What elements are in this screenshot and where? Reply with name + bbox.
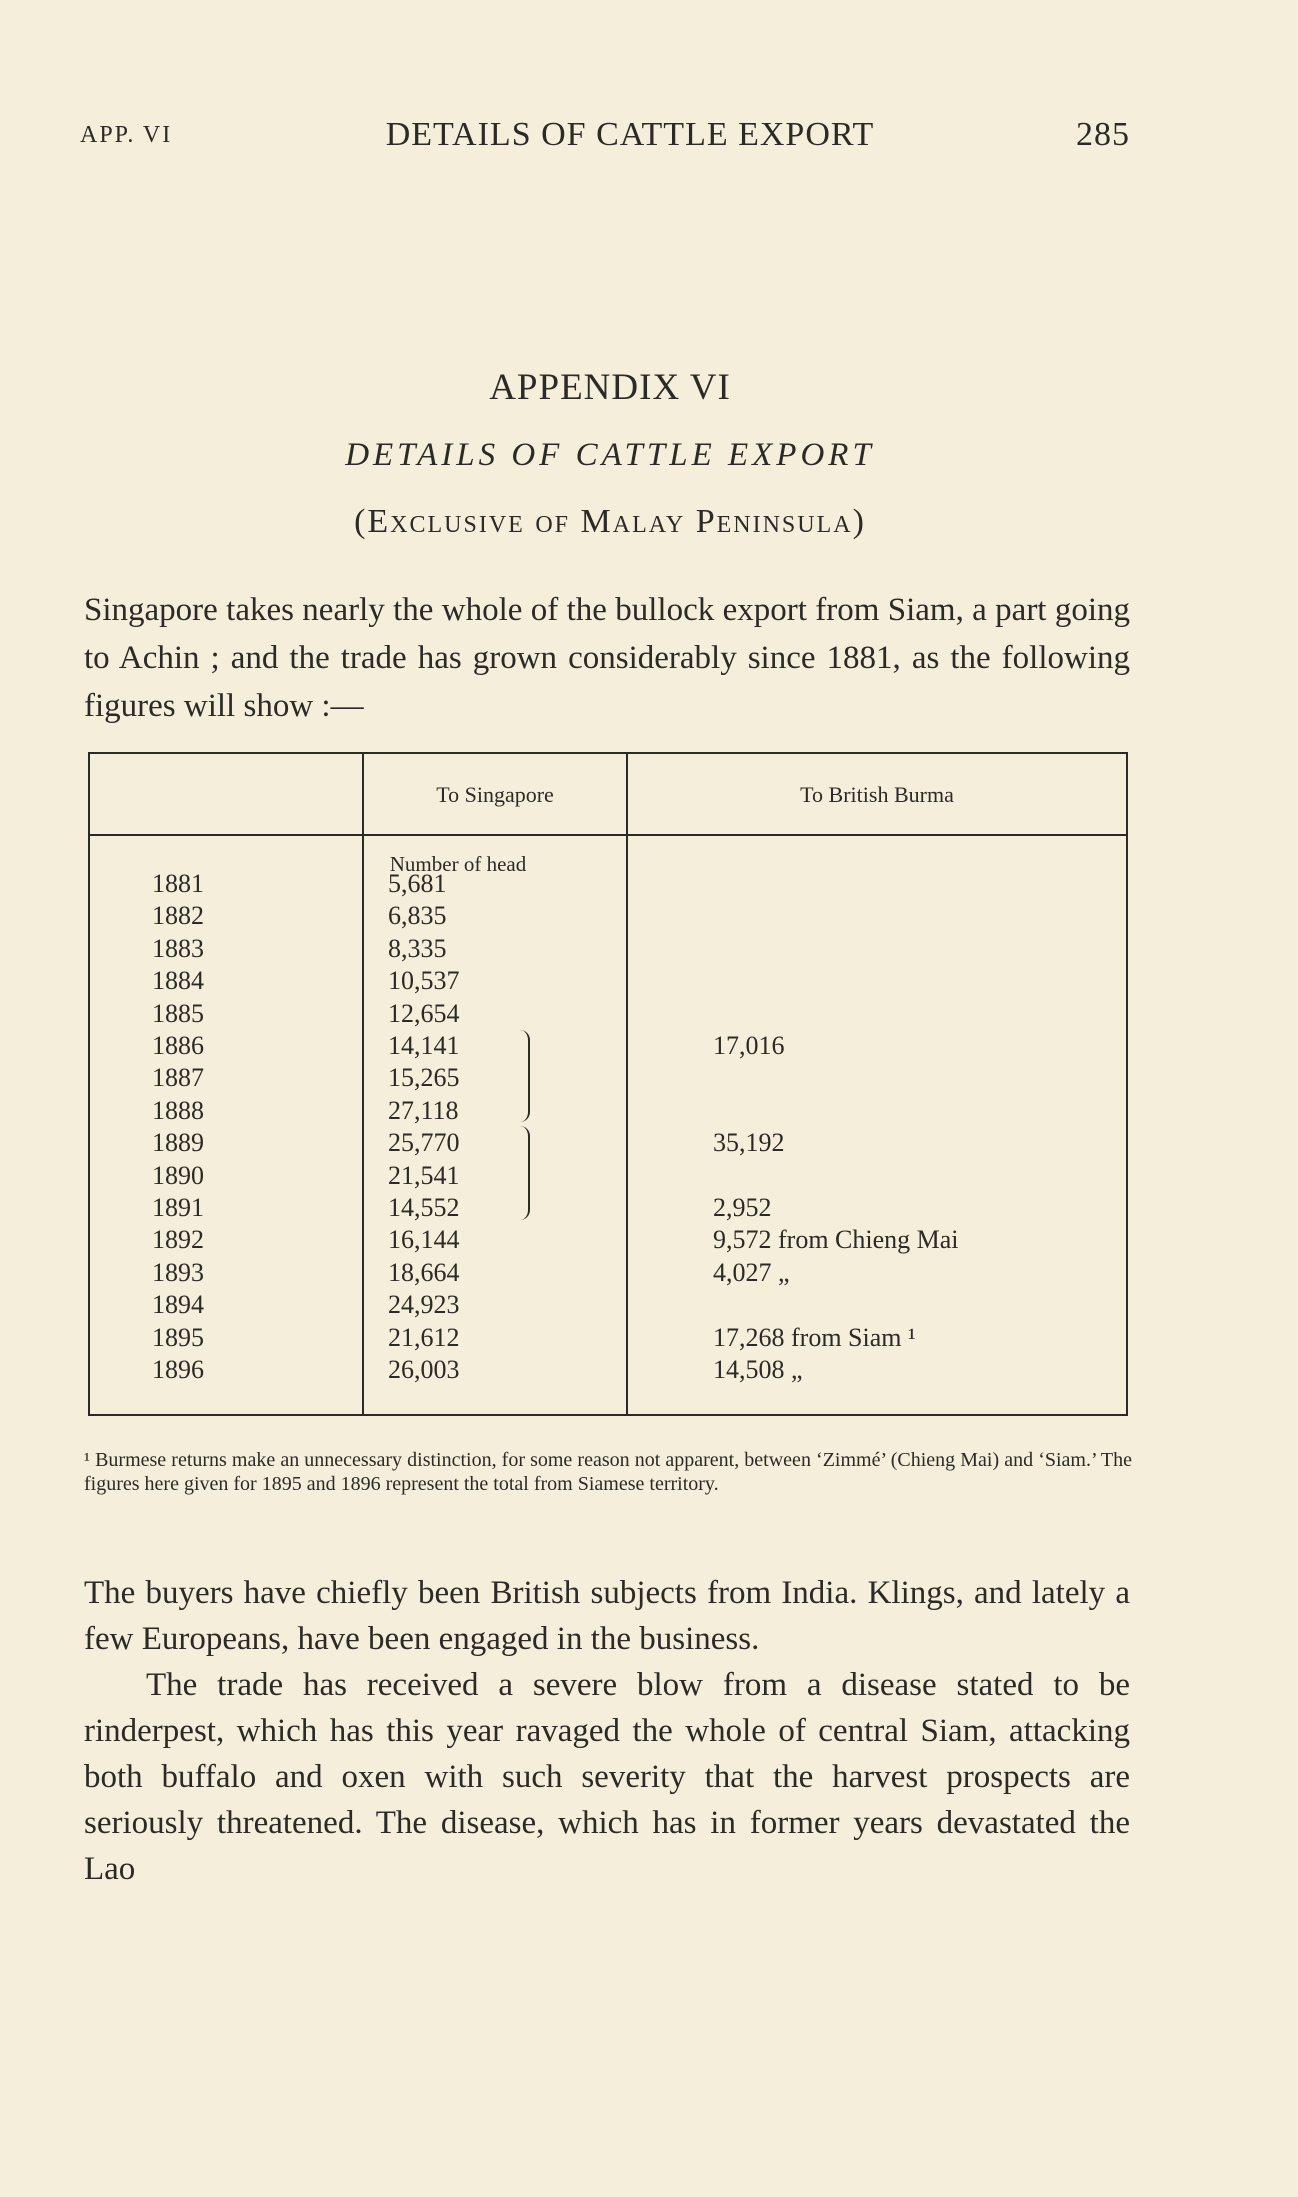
table-burma-cell — [713, 965, 1093, 997]
table-year-cell: 1889 — [152, 1128, 204, 1158]
running-head — [80, 116, 1130, 156]
table-burma-cell — [713, 933, 1093, 965]
table-year-cell: 1884 — [152, 966, 204, 996]
table-singapore-cell: 5,681 — [388, 869, 447, 898]
table-singapore-cell: 25,770 — [388, 1128, 460, 1158]
table-year-cell: 1883 — [152, 933, 204, 963]
running-head-title: DETAILS OF CATTLE EXPORT — [385, 116, 875, 153]
table-year-cell: 1891 — [152, 1193, 204, 1222]
table-singapore-cell: 27,118 — [388, 1095, 459, 1125]
body-paragraph-1: The buyers have chiefly been British subjects from India. Klings, and lately a few Europeans, have been engaged in the business. — [84, 1575, 1130, 1657]
table-bottom-rule — [88, 1414, 1128, 1416]
table-burma-cell: 17,268 from Siam ¹ — [713, 1322, 916, 1352]
appendix-subtitle: DETAILS OF CATTLE EXPORT — [345, 437, 875, 473]
table-burma-cell — [713, 900, 1093, 932]
table-singapore-cell: 14,552 — [388, 1193, 460, 1222]
table-year-cell: 1894 — [152, 1290, 204, 1320]
table-singapore-cell: 6,835 — [388, 901, 447, 931]
table-singapore-cell: 18,664 — [388, 1257, 460, 1287]
table-burma-cell — [713, 1095, 1093, 1127]
table-right-rule — [1126, 752, 1128, 1416]
table-top-rule — [88, 752, 1128, 754]
table-year-cell: 1896 — [152, 1355, 204, 1384]
footnote: ¹ Burmese returns make an unnecessary distinction, for some reason not apparent, between ‘Zimmé’ (Chieng Mai) and ‘Siam.’ The figures here given for 1895 and 1896 represent the total from Siamese territory. — [84, 1449, 1132, 1495]
table-burma-cell — [713, 1062, 1093, 1094]
table-singapore-cell: 21,541 — [388, 1160, 460, 1190]
table-burma-cell: 17,016 — [713, 1031, 785, 1060]
table-year-cell: 1890 — [152, 1160, 204, 1190]
table-year-cell: 1881 — [152, 869, 204, 898]
table-singapore-cell: 8,335 — [388, 933, 447, 963]
table-burma-cell — [713, 998, 1093, 1030]
intro-paragraph: Singapore takes nearly the whole of the bullock export from Siam, a part going to Achin ; and the trade has grown considerably since 1881, as the following figures will show :— — [84, 592, 1130, 724]
table-singapore-cell: 15,265 — [388, 1063, 460, 1093]
export-table — [88, 752, 1128, 1416]
appendix-subnote: (Exclusive of Malay Peninsula) — [354, 503, 866, 540]
table-year-cell: 1882 — [152, 901, 204, 931]
table-divider-2 — [626, 752, 628, 1416]
table-singapore-cell: 10,537 — [388, 966, 460, 996]
body-paragraph-2: The trade has received a severe blow from a disease stated to be rinderpest, which has this year ravaged the whole of central Siam, attacking both buffalo and oxen with such severity that the harvest prospects are seriously threatened. The disease, which has in former years devastated the Lao — [84, 1667, 1130, 1887]
table-singapore-cell: 16,144 — [388, 1225, 460, 1255]
table-singapore-cell: 21,612 — [388, 1322, 460, 1352]
table-burma-cell: 4,027 „ — [713, 1257, 790, 1287]
table-burma-cell — [713, 1160, 1093, 1192]
page-number: 285 — [1076, 116, 1130, 153]
table-singapore-cell: 26,003 — [388, 1355, 460, 1384]
table-year-cell: 1892 — [152, 1225, 204, 1255]
table-year-cell: 1895 — [152, 1322, 204, 1352]
table-burma-cell — [713, 1289, 1093, 1321]
table-left-rule — [88, 752, 90, 1416]
table-year-cell: 1887 — [152, 1063, 204, 1093]
table-burma-cell: 2,952 — [713, 1193, 772, 1222]
table-burma-cell: 14,508 „ — [713, 1355, 803, 1384]
header-singapore: To Singapore — [436, 782, 554, 807]
table-burma-cell — [713, 868, 1093, 900]
body-text — [84, 1570, 1130, 1892]
table-burma-cell: 35,192 — [713, 1128, 785, 1158]
running-head-appendix: APP. VI — [80, 122, 173, 148]
table-burma-cell: 9,572 from Chieng Mai — [713, 1225, 959, 1255]
table-year-cell: 1886 — [152, 1031, 204, 1060]
brace-1888-1890 — [518, 1126, 530, 1220]
table-year-cell: 1885 — [152, 998, 204, 1028]
brace-1885-1887 — [518, 1030, 530, 1122]
table-singapore-cell: 24,923 — [388, 1290, 460, 1320]
header-british-burma: To British Burma — [800, 782, 954, 807]
units-label: Number of head — [389, 852, 527, 876]
table-year-cell: 1893 — [152, 1257, 204, 1287]
table-singapore-cell: 12,654 — [388, 998, 460, 1028]
table-singapore-cell: 14,141 — [388, 1031, 460, 1060]
table-year-cell: 1888 — [152, 1095, 204, 1125]
appendix-title: APPENDIX VI — [489, 367, 731, 408]
table-header-rule — [88, 834, 1128, 836]
